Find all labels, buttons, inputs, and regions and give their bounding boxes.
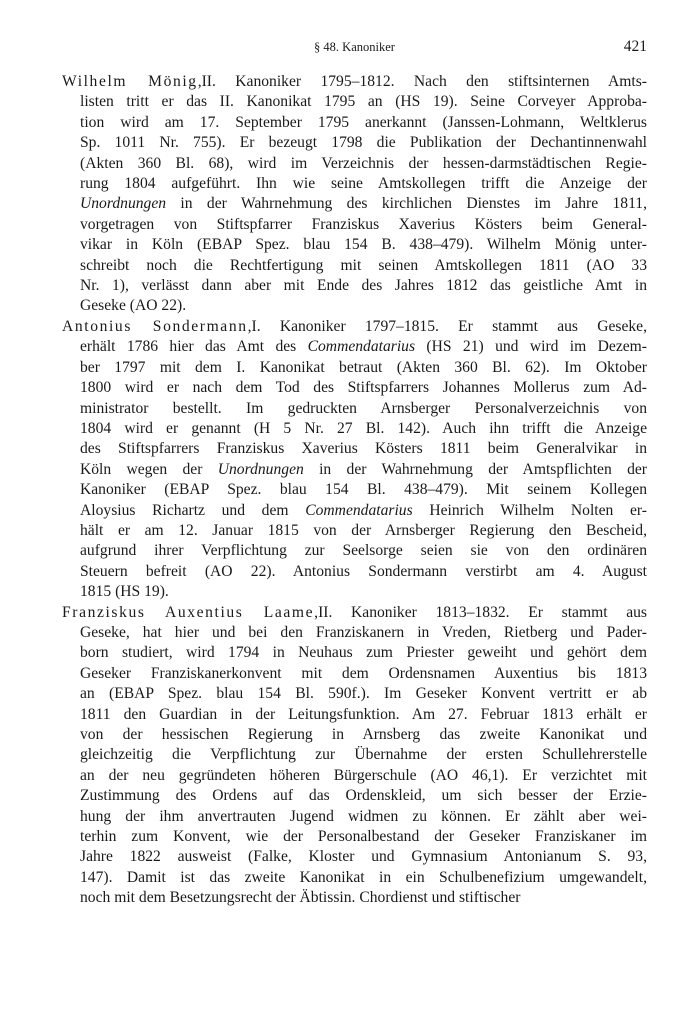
text-line bbox=[62, 194, 647, 214]
text-segment: vikar in Köln (EBAP Spez. blau 154 B. 438–479). Wilhelm Mönig unter- bbox=[80, 236, 647, 254]
text-line bbox=[62, 684, 647, 704]
entry-paragraph bbox=[62, 317, 647, 603]
text-segment: Heinrich Wilhelm Nolten er- bbox=[412, 501, 647, 519]
text-segment: tion wird am 17. September 1795 anerkannt (Janssen-Lohmann, Weltklerus bbox=[80, 113, 647, 131]
running-header bbox=[62, 38, 647, 60]
text-segment: noch mit dem Besetzungsrecht der Äbtissin. Chordienst und stiftischer bbox=[80, 889, 521, 907]
text-line bbox=[62, 235, 647, 255]
entry-name: Wilhelm Mönig bbox=[62, 73, 198, 90]
text-line bbox=[62, 174, 647, 194]
text-segment: Steuern befreit (AO 22). Antonius Sondermann verstirbt am 4. August bbox=[80, 562, 647, 580]
text-segment: Köln wegen der bbox=[80, 460, 218, 478]
text-line bbox=[62, 807, 647, 827]
text-segment: in der Wahrnehmung der Amtspflichten der bbox=[303, 460, 647, 478]
text-line bbox=[62, 92, 647, 112]
text-line bbox=[62, 786, 647, 806]
text-line bbox=[62, 541, 647, 561]
text-line bbox=[62, 399, 647, 419]
text-segment: 1811 den Guardian in der Leitungsfunktion. Am 27. Februar 1813 erhält er bbox=[80, 705, 647, 723]
text-line bbox=[62, 725, 647, 745]
text-segment: Kanoniker (EBAP Spez. blau 154 Bl. 438–479). Mit seinem Kollegen bbox=[80, 481, 647, 499]
text-segment: hält er am 12. Januar 1815 von der Arnsberger Regierung den Bescheid, bbox=[80, 521, 647, 539]
text-line bbox=[62, 766, 647, 786]
text-line bbox=[62, 72, 647, 92]
text-line bbox=[62, 827, 647, 847]
text-line bbox=[62, 480, 647, 500]
text-segment: vorgetragen von Stiftspfarrer Franziskus Xaverius Kösters beim General- bbox=[80, 215, 647, 233]
text-segment: erhält 1786 hier das Amt des bbox=[80, 338, 308, 356]
text-segment: (HS 21) und wird im Dezem- bbox=[415, 338, 647, 356]
text-segment: 1800 wird er nach dem Tod des Stiftspfarrers Johannes Mollerus zum Ad- bbox=[80, 379, 647, 397]
text-segment: ,II. Kanoniker 1813–1832. Er stammt aus bbox=[314, 603, 647, 621]
text-segment: ,I. Kanoniker 1797–1815. Er stammt aus Geseke, bbox=[247, 317, 647, 335]
text-segment: in der Wahrnehmung des kirchlichen Dienstes im Jahre 1811, bbox=[166, 195, 647, 213]
text-segment: Geseke, hat hier und bei den Franziskanern in Vreden, Rietberg und Pader- bbox=[80, 623, 647, 641]
italic-term: Commendatarius bbox=[307, 338, 416, 356]
italic-term: Commendatarius bbox=[305, 501, 413, 519]
text-line bbox=[62, 439, 647, 459]
text-line bbox=[62, 337, 647, 357]
text-segment: Geseker Franziskanerkonvent mit dem Ordensnamen Auxentius bis 1813 bbox=[80, 664, 647, 682]
italic-term: Unordnungen bbox=[80, 195, 167, 213]
text-segment: terhin zum Konvent, wie der Personalbestand der Geseker Franziskaner im bbox=[80, 828, 647, 846]
text-segment: ministrator bestellt. Im gedruckten Arnsberger Personalverzeichnis von bbox=[80, 399, 647, 417]
text-line bbox=[62, 847, 647, 867]
text-line bbox=[62, 562, 647, 582]
text-line bbox=[62, 664, 647, 684]
text-line bbox=[62, 378, 647, 398]
text-segment: ,II. Kanoniker 1795–1812. Nach den stiftsinternen Amts- bbox=[197, 73, 647, 90]
text-segment: 147). Damit ist das zweite Kanonikat in ein Schulbenefizium umgewandelt, bbox=[80, 868, 647, 886]
italic-term: Unordnungen bbox=[217, 460, 304, 478]
text-line bbox=[62, 705, 647, 725]
text-line bbox=[62, 603, 647, 623]
text-segment: Nr. 1), verlässt dann aber mit Ende des Jahres 1812 das geistliche Amt in bbox=[80, 277, 647, 295]
text-line bbox=[62, 623, 647, 643]
text-line bbox=[62, 419, 647, 439]
entry-name: Antonius Sondermann bbox=[62, 317, 248, 335]
text-segment: Sp. 1011 Nr. 755). Er bezeugt 1798 die Publikation der Dechantinnenwahl bbox=[80, 134, 647, 152]
entry-name: Franziskus Auxentius Laame bbox=[62, 603, 315, 621]
text-line bbox=[62, 215, 647, 235]
text-segment: (Akten 360 Bl. 68), wird im Verzeichnis der hessen-darmstädtischen Regie- bbox=[80, 154, 647, 172]
text-line bbox=[62, 521, 647, 541]
text-segment: Geseke (AO 22). bbox=[80, 297, 187, 315]
text-segment: an der neu gegründeten höheren Bürgerschule (AO 46,1). Er verzichtet mit bbox=[80, 766, 647, 784]
text-segment: des Stiftspfarrers Franziskus Xaverius Kösters 1811 beim Generalvikar in bbox=[80, 440, 647, 458]
text-line bbox=[62, 745, 647, 765]
text-line bbox=[62, 460, 647, 480]
text-line bbox=[62, 501, 647, 521]
text-segment: Aloysius Richartz und dem bbox=[80, 501, 306, 519]
text-segment: listen tritt er das II. Kanonikat 1795 an (HS 19). Seine Corveyer Approba- bbox=[80, 93, 647, 111]
text-line bbox=[62, 888, 647, 908]
text-segment: 1815 (HS 19). bbox=[80, 583, 169, 601]
text-line bbox=[62, 868, 647, 888]
text-line bbox=[62, 317, 647, 337]
text-segment: schreibt noch die Rechtfertigung mit seinen Amtskollegen 1811 (AO 33 bbox=[80, 256, 647, 274]
text-segment: 1804 wird er genannt (H 5 Nr. 27 Bl. 142). Auch ihn trifft die Anzeige bbox=[80, 419, 647, 437]
text-line bbox=[62, 582, 647, 602]
body-text bbox=[62, 72, 647, 909]
text-line bbox=[62, 358, 647, 378]
text-line bbox=[62, 296, 647, 316]
text-line bbox=[62, 133, 647, 153]
text-line bbox=[62, 643, 647, 663]
text-segment: rung 1804 aufgeführt. Ihn wie seine Amtskollegen trifft die Anzeige der bbox=[80, 175, 647, 193]
entry-paragraph bbox=[62, 72, 647, 317]
text-segment: von der hessischen Regierung in Arnsberg das zweite Kanonikat und bbox=[80, 726, 647, 743]
text-segment: Jahre 1822 ausweist (Falke, Kloster und Gymnasium Antonianum S. 93, bbox=[80, 848, 647, 866]
text-line bbox=[62, 154, 647, 174]
entry-paragraph bbox=[62, 603, 647, 909]
text-segment: an (EBAP Spez. blau 154 Bl. 590f.). Im Geseker Konvent vertritt er ab bbox=[80, 685, 647, 703]
text-line bbox=[62, 256, 647, 276]
text-segment: gleichzeitig die Verpflichtung zur Übernahme der ersten Schullehrerstelle bbox=[80, 746, 647, 764]
text-segment: hung der ihm anvertrauten Jugend widmen zu können. Er zählt aber wei- bbox=[80, 807, 647, 825]
text-segment: ber 1797 mit dem I. Kanonikat betraut (Akten 360 Bl. 62). Im Oktober bbox=[80, 358, 647, 376]
text-line bbox=[62, 276, 647, 296]
text-segment: aufgrund ihrer Verpflichtung zur Seelsorge seien sie von den ordinären bbox=[80, 542, 647, 560]
text-segment: born studiert, wird 1794 in Neuhaus zum Priester geweiht und gehört dem bbox=[80, 644, 647, 662]
running-title: § 48. Kanoniker bbox=[314, 40, 395, 54]
page-number: 421 bbox=[623, 38, 647, 55]
text-segment: Zustimmung des Ordens auf das Ordenskleid, um sich besser der Erzie- bbox=[80, 787, 647, 805]
text-line bbox=[62, 113, 647, 133]
